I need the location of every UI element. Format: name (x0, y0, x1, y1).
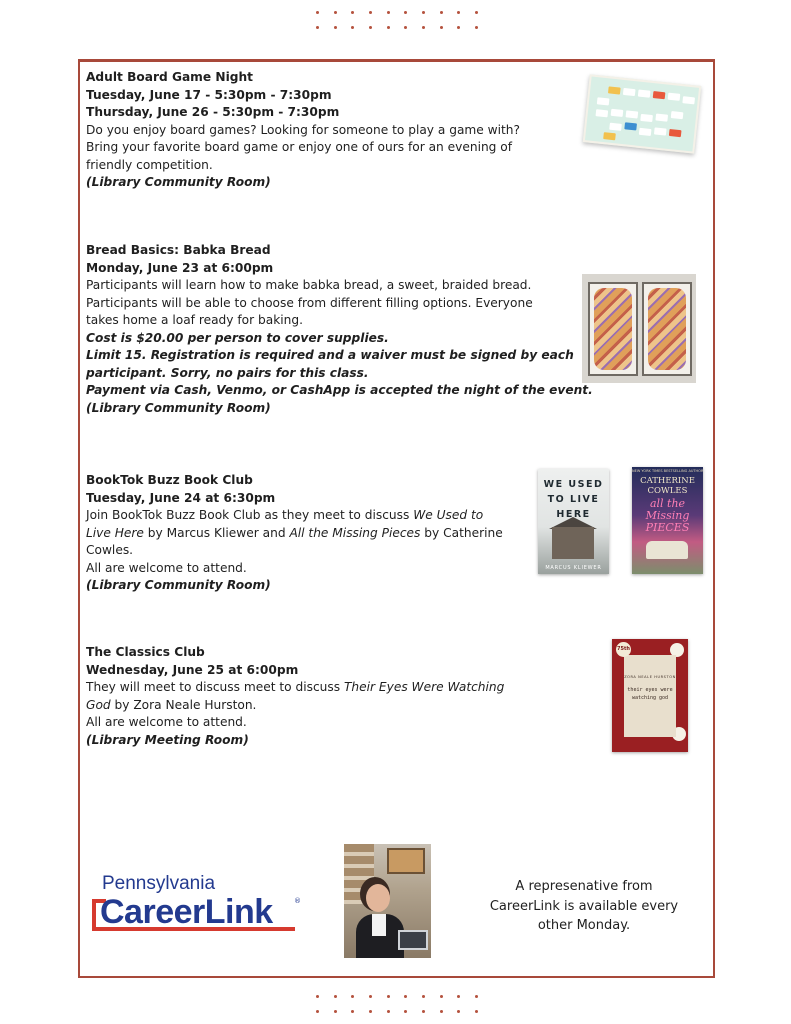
event-date: Wednesday, June 25 at 6:00pm (86, 662, 299, 677)
description-text: by Marcus Kliewer and (143, 525, 290, 540)
event-description: friendly competition. (86, 157, 213, 172)
description-text: by Zora Neale Hurston. (110, 697, 257, 712)
book-cover-title (624, 686, 676, 702)
event-booktok-book-club (86, 472, 503, 595)
careerlink-text-line: other Monday. (537, 918, 631, 933)
book-title: We Used to (413, 508, 484, 522)
book-cover-title-line: watching god (631, 695, 669, 701)
event-description: All are welcome to attend. (86, 560, 247, 575)
description-text: Join BookTok Buzz Book Club as they meet to discuss (86, 508, 414, 522)
event-description: Cowles. (86, 543, 134, 557)
book-cover-title-line: WE USED (543, 479, 604, 490)
event-board-game (86, 69, 520, 192)
description-text: by Catherine (420, 525, 503, 540)
book-cover-panel (624, 655, 676, 737)
careerlink-representative-photo (344, 844, 431, 958)
van-illustration (646, 541, 688, 559)
book-cover-author: MARCUS KLIEWER (545, 565, 602, 571)
logo-name-text: CareerLink (100, 893, 273, 931)
book-cover-we-used-to-live-here (538, 469, 609, 574)
person-shirt (372, 914, 386, 936)
event-title: The Classics Club (86, 645, 205, 659)
event-title: Bread Basics: Babka Bread (86, 243, 271, 257)
event-description: Do you enjoy board games? Looking for someone to play a game with? (86, 122, 521, 137)
babka-bread-image (582, 274, 696, 383)
book-cover-title-line: TO LIVE (547, 494, 600, 505)
book-cover-title (538, 477, 609, 522)
event-location: (Library Community Room) (86, 578, 271, 592)
book-cover-title (632, 498, 703, 534)
event-description (86, 679, 504, 697)
careerlink-availability-text (478, 877, 690, 936)
event-note: participant. Sorry, no pairs for this class. (86, 365, 369, 380)
event-location: (Library Community Room) (86, 175, 271, 189)
board-game-image (583, 74, 701, 153)
book-cover-title-line: all the (649, 497, 686, 510)
anniversary-badge: 75th (616, 642, 631, 657)
bulletin-board (387, 848, 425, 874)
book-title: God (86, 697, 111, 712)
registered-mark: ® (294, 897, 301, 905)
pa-careerlink-logo (92, 873, 312, 938)
book-title: Their Eyes Were Watching (343, 680, 505, 694)
book-cover-author-line: COWLES (647, 486, 688, 496)
event-description: Participants will be able to choose from different filling options. Everyone (86, 295, 533, 310)
event-title: Adult Board Game Night (86, 70, 253, 84)
event-babka-bread (86, 242, 593, 417)
event-classics-club (86, 644, 504, 749)
decorative-dots-bottom (316, 995, 478, 1015)
event-note: Cost is $20.00 per person to cover supplies. (86, 330, 389, 345)
event-description: takes home a loaf ready for baking. (86, 313, 303, 327)
event-date: Tuesday, June 17 - 5:30pm - 7:30pm (86, 87, 332, 102)
book-cover-author-line: CATHERINE (640, 476, 695, 486)
careerlink-text-line: A represenative from (515, 879, 653, 894)
house-illustration (552, 527, 594, 559)
event-note: Payment via Cash, Venmo, or CashApp is accepted the night of the event. (86, 383, 593, 397)
laptop (398, 930, 428, 950)
book-cover-tagline: NEW YORK TIMES BESTSELLING AUTHOR (632, 469, 703, 473)
description-text: They will meet to discuss meet to discuss (86, 680, 344, 694)
book-cover-author: ZORA NEALE HURSTON (624, 675, 676, 679)
event-note: Limit 15. Registration is required and a waiver must be signed by each (86, 348, 574, 362)
person-head (366, 884, 390, 912)
event-description: Bring your favorite board game or enjoy one of ours for an evening of (86, 140, 513, 154)
book-cover-title-line: their eyes were (627, 687, 673, 693)
book-cover-all-the-missing-pieces (632, 467, 703, 574)
book-cover-title-line: Missing (645, 509, 690, 522)
event-location: (Library Meeting Room) (86, 732, 249, 747)
event-location: (Library Community Room) (86, 400, 271, 415)
event-description (86, 697, 504, 715)
event-date: Thursday, June 26 - 5:30pm - 7:30pm (86, 105, 340, 119)
careerlink-text-line: CareerLink is available every (489, 898, 679, 914)
event-description: All are welcome to attend. (86, 715, 247, 729)
book-cover-title-line: HERE (556, 509, 591, 520)
event-description: Participants will learn how to make babka bread, a sweet, braided bread. (86, 278, 532, 292)
event-description (86, 525, 503, 543)
book-cover-author (632, 476, 703, 496)
logo-state-text: Pennsylvania (102, 873, 216, 894)
book-cover-their-eyes-were-watching-god (612, 639, 688, 752)
decorative-dots-top (316, 11, 478, 31)
book-title: Live Here (86, 525, 144, 540)
event-date: Monday, June 23 at 6:00pm (86, 260, 274, 275)
book-title: All the Missing Pieces (289, 525, 421, 540)
event-title: BookTok Buzz Book Club (86, 473, 253, 487)
book-cover-title-line: PIECES (645, 521, 690, 534)
event-date: Tuesday, June 24 at 6:30pm (86, 490, 276, 505)
event-description (86, 507, 503, 525)
